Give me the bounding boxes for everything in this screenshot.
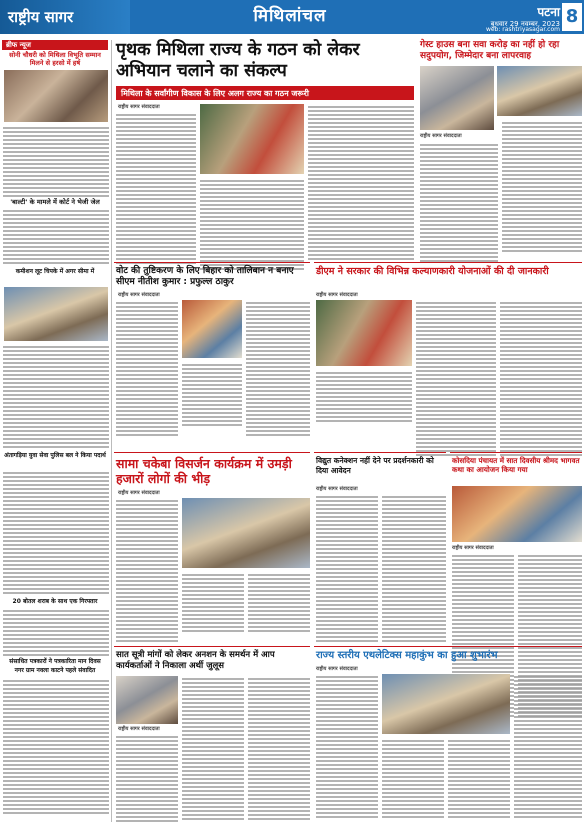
lead-text-col-2 [200,178,304,272]
rally-text-1 [116,734,178,824]
lead-strap: मिथिला के सर्वांगीण विकास के लिए अलग राज्य का गठन जरूरी [116,86,414,100]
chhath-byline: राष्ट्रीय सागर संवाददाता [118,490,160,496]
divider [111,40,112,822]
brief-text-1 [3,125,109,199]
dm-byline: राष्ट्रीय सागर संवाददाता [316,292,358,298]
athletics-byline: राष्ट्रीय सागर संवाददाता [316,666,358,672]
kosi-headline: कोसदिया पंचायत में सात दिवसीय श्रीमद भागवत कथा का आयोजन किया गया [452,456,580,474]
brief-headline-3: कमीशन लूट चिपके में अगर सीमा में [15,268,95,275]
chhath-photo [182,498,310,568]
chhath-text-3 [248,572,310,634]
rule [114,452,310,453]
masthead [0,0,584,34]
vote-text-1 [116,300,178,438]
rally-byline: राष्ट्रीय सागर संवाददाता [118,726,160,732]
athletics-text-1 [316,674,378,820]
guest-house-photo-2 [497,66,582,116]
athletics-text-3 [448,738,510,820]
brief-photo-1 [4,70,108,122]
page-number: 8 [562,3,582,31]
lead-byline: राष्ट्रीय सागर संवाददाता [118,104,160,110]
top-right-headline: गेस्ट हाउस बना सवा करोड़ का नहीं हो रहा सदुपयोग, जिम्मेदार बना लापरवाह [420,40,560,61]
dm-text-3 [500,300,582,458]
dm-headline: डीएम ने सरकार की विभिन्न कल्याणकारी योजनाओं की दी जानकारी [316,266,549,277]
brief-text-2 [3,208,109,266]
brief-text-3 [3,344,109,450]
vote-photo [182,300,242,358]
vote-text-3 [246,300,310,438]
rally-photo [116,676,178,724]
brief-label: ब्रीफ न्यूज [2,40,108,50]
rule [314,452,446,453]
kosi-photo [452,486,582,542]
brief-headline-7: नगर ग्राम नवला काटने पहले संवादित [14,667,96,674]
brief-headline-6: संसाधित पत्रकारों ने पत्रकारिता मान दिवस [9,658,101,665]
brief-text-6 [3,678,109,816]
lead-photo [200,104,304,174]
vote-byline: राष्ट्रीय सागर संवाददाता [118,292,160,298]
power-headline: विद्युत कनेक्शन नहीं देने पर प्रदर्शनकारी को दिया आवेदन [316,456,434,475]
chhath-text-2 [182,572,244,634]
lead-text-col-3 [308,104,414,262]
top-right-byline: राष्ट्रीय सागर संवाददाता [420,133,462,139]
dm-text-1 [316,370,412,424]
rule [314,262,582,263]
power-text-1 [316,494,378,644]
brief-headline-4: अंतागड़िया युवा सेवा पुलिस बल ने किया पदार्थ [4,452,106,459]
vote-text-2 [182,362,242,428]
kosi-byline: राष्ट्रीय सागर संवाददाता [452,545,494,551]
athletics-headline: राज्य स्तरीय एथलेटिक्स महाकुंभ का हुआ शुभारंभ [316,650,498,661]
chhath-headline: सामा चकेबा विसर्जन कार्यक्रम में उमड़ी हजारों लोगों की भीड़ [116,456,292,486]
dm-text-2 [416,300,496,458]
rally-text-2 [182,676,244,822]
city: पटना [537,5,560,19]
paper-name: राष्ट्रीय सागर [0,0,130,34]
brief-text-5 [3,608,109,658]
brief-photo-2 [4,287,108,341]
athletics-text-4 [514,674,582,820]
athletics-text-2 [382,738,444,820]
lead-headline: पृथक मिथिला राज्य के गठन को लेकर अभियान चलाने का संकल्प [116,40,360,81]
vote-headline: वोट की तुष्टिकरण के लिए बिहार को तालिबान न बनाए सीएम नीतीश कुमार : प्रफुल्ल ठाकुर [116,266,294,287]
rally-headline: सात सूत्री मांगों को लेकर अनशन के समर्थन में आप कार्यकर्ताओं ने निकाला अर्थी जुलूस [116,650,275,671]
brief-headline-5: 20 बोतल शराब के साथ एक गिरफ्तार [12,598,98,605]
top-right-text-2 [502,120,582,254]
rule [114,646,310,647]
dm-photo [316,300,412,366]
rule [314,646,582,647]
athletics-photo [382,674,510,734]
guest-house-photo [420,66,494,130]
power-byline: राष्ट्रीय सागर संवाददाता [316,486,358,492]
brief-headline-2: 'बाल्टी' के मामले में कोर्ट ने भेजी जेल [10,198,100,206]
chhath-text-1 [116,498,178,644]
brief-text-4 [3,470,109,596]
rule [450,452,582,453]
brief-headline-1: सोनी चौधरी को मिथिला विभूति सम्मान मिलने से हरसो में हर्ष [9,51,101,67]
website: web: rashtriyasagar.com [485,26,560,33]
section-title: मिथिलांचल [253,6,327,26]
lead-text-col-1 [116,112,196,266]
date: बुधवार 29 नवम्बर, 2023 [490,20,560,28]
top-right-text-1 [420,142,498,264]
rule [114,262,310,263]
rally-text-3 [248,676,310,822]
power-text-2 [382,494,446,644]
